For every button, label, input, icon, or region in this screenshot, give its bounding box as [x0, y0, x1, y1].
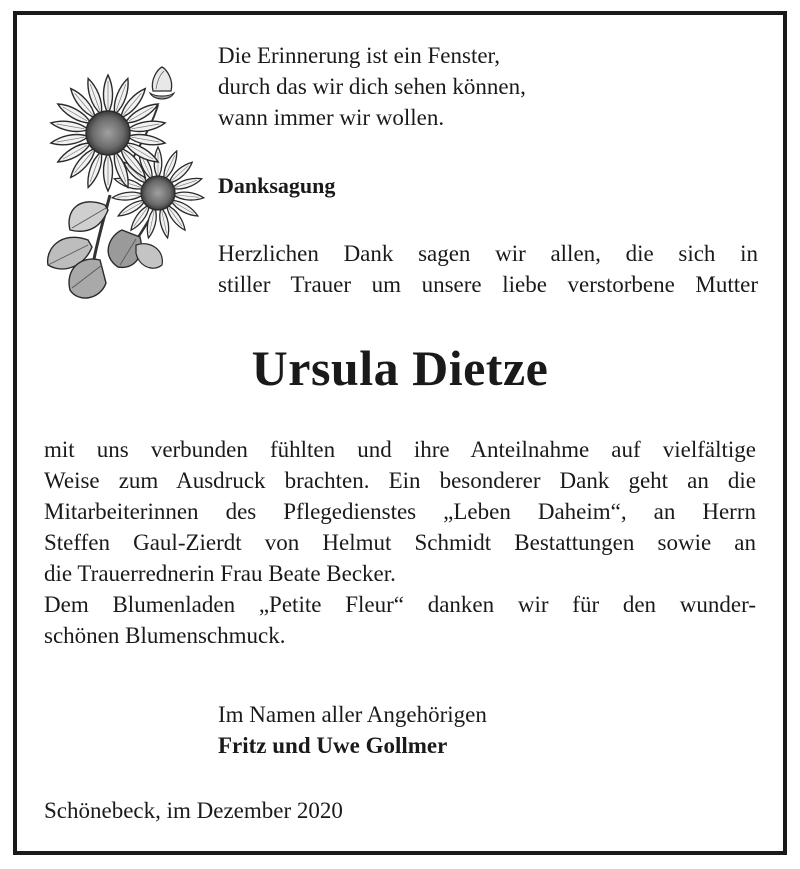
- body-line: die Trauerrednerin Frau Beate Becker.: [44, 561, 396, 586]
- signature-names: Fritz und Uwe Gollmer: [218, 733, 448, 758]
- deceased-name: Ursula Dietze: [251, 340, 549, 396]
- place-date: Schönebeck, im Dezember 2020: [44, 798, 343, 823]
- signature-on-behalf: Im Namen aller Angehörigen: [218, 702, 487, 727]
- poem-line: durch das wir dich sehen können,: [218, 74, 526, 99]
- body-line: schönen Blumenschmuck.: [44, 623, 286, 648]
- sunflower-icon: [40, 65, 210, 310]
- signature-block: [218, 699, 487, 761]
- body-line: Steffen Gaul-Zierdt von Helmut Schmidt Bestattungen sowie an: [44, 530, 756, 555]
- intro-line: stiller Trauer um unsere liebe verstorbene Mutter: [218, 272, 758, 297]
- body-line: Mitarbeiterinnen des Pflegedienstes „Leben Daheim“, an Herrn: [44, 499, 756, 524]
- intro-paragraph: [218, 238, 758, 300]
- body-paragraph: [44, 434, 756, 651]
- poem-line: wann immer wir wollen.: [218, 105, 445, 130]
- memorial-poem: [218, 40, 526, 133]
- body-line: mit uns verbunden fühlten und ihre Anteilnahme auf vielfältige: [44, 437, 756, 462]
- notice-heading: Danksagung: [218, 173, 336, 198]
- intro-line: Herzlichen Dank sagen wir allen, die sich in: [218, 241, 758, 266]
- body-line: Weise zum Ausdruck brachten. Ein besonderer Dank geht an die: [44, 468, 756, 493]
- body-line: Dem Blumenladen „Petite Fleur“ danken wir für den wunder-: [44, 592, 756, 617]
- poem-line: Die Erinnerung ist ein Fenster,: [218, 43, 501, 68]
